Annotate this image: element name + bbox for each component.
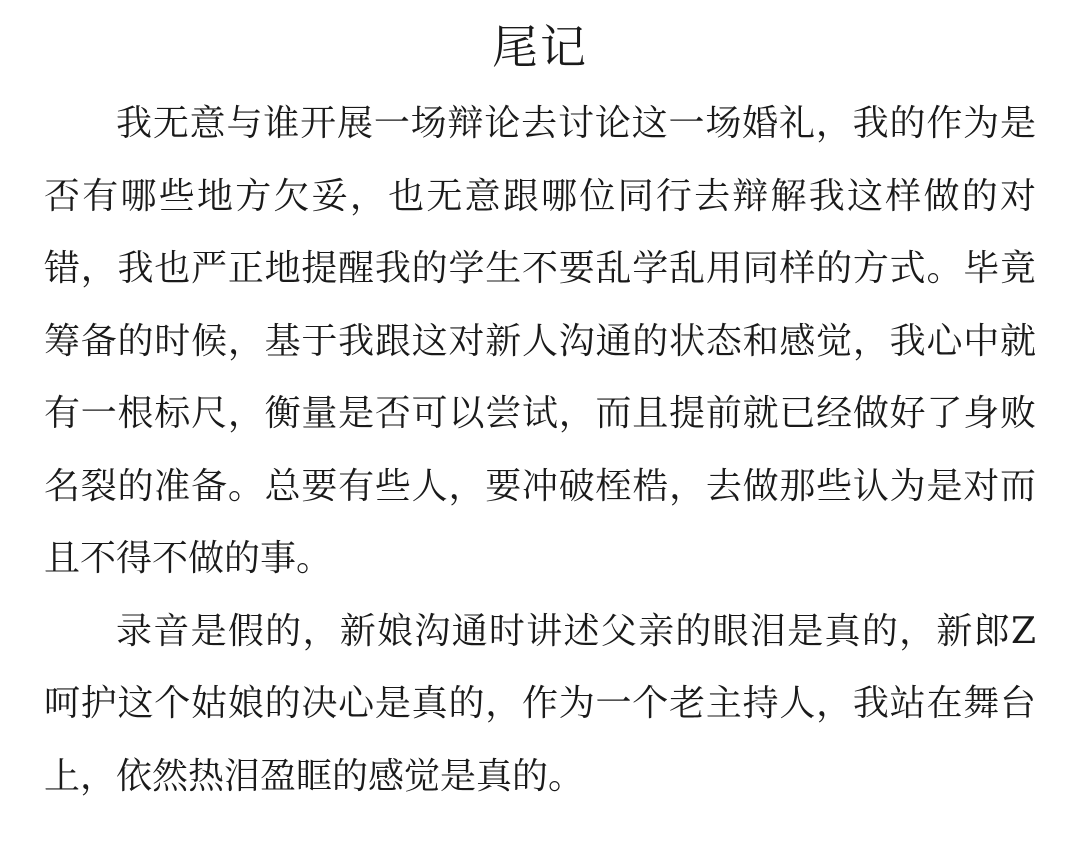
chapter-title: 尾记: [492, 20, 588, 74]
paragraph-1: 我无意与谁开展一场辩论去讨论这一场婚礼，我的作为是否有哪些地方欠妥，也无意跟哪位同行去辩解我这样做的对错，我也严正地提醒我的学生不要乱学乱用同样的方式。毕竟筹备的时候，基于我跟这对新人沟通的状态和感觉，我心中就有一根标尺，衡量是否可以尝试，而且提前就已经做好了身败名裂的准备。总要有些人，要冲破桎梏，去做那些认为是对而且不得不做的事。: [44, 103, 1036, 579]
paragraph-2: 录音是假的，新娘沟通时讲述父亲的眼泪是真的，新郎Z呵护这个姑娘的决心是真的，作为一个老主持人，我站在舞台上，依然热泪盈眶的感觉是真的。: [44, 610, 1036, 797]
document-page: [44, 14, 1036, 813]
